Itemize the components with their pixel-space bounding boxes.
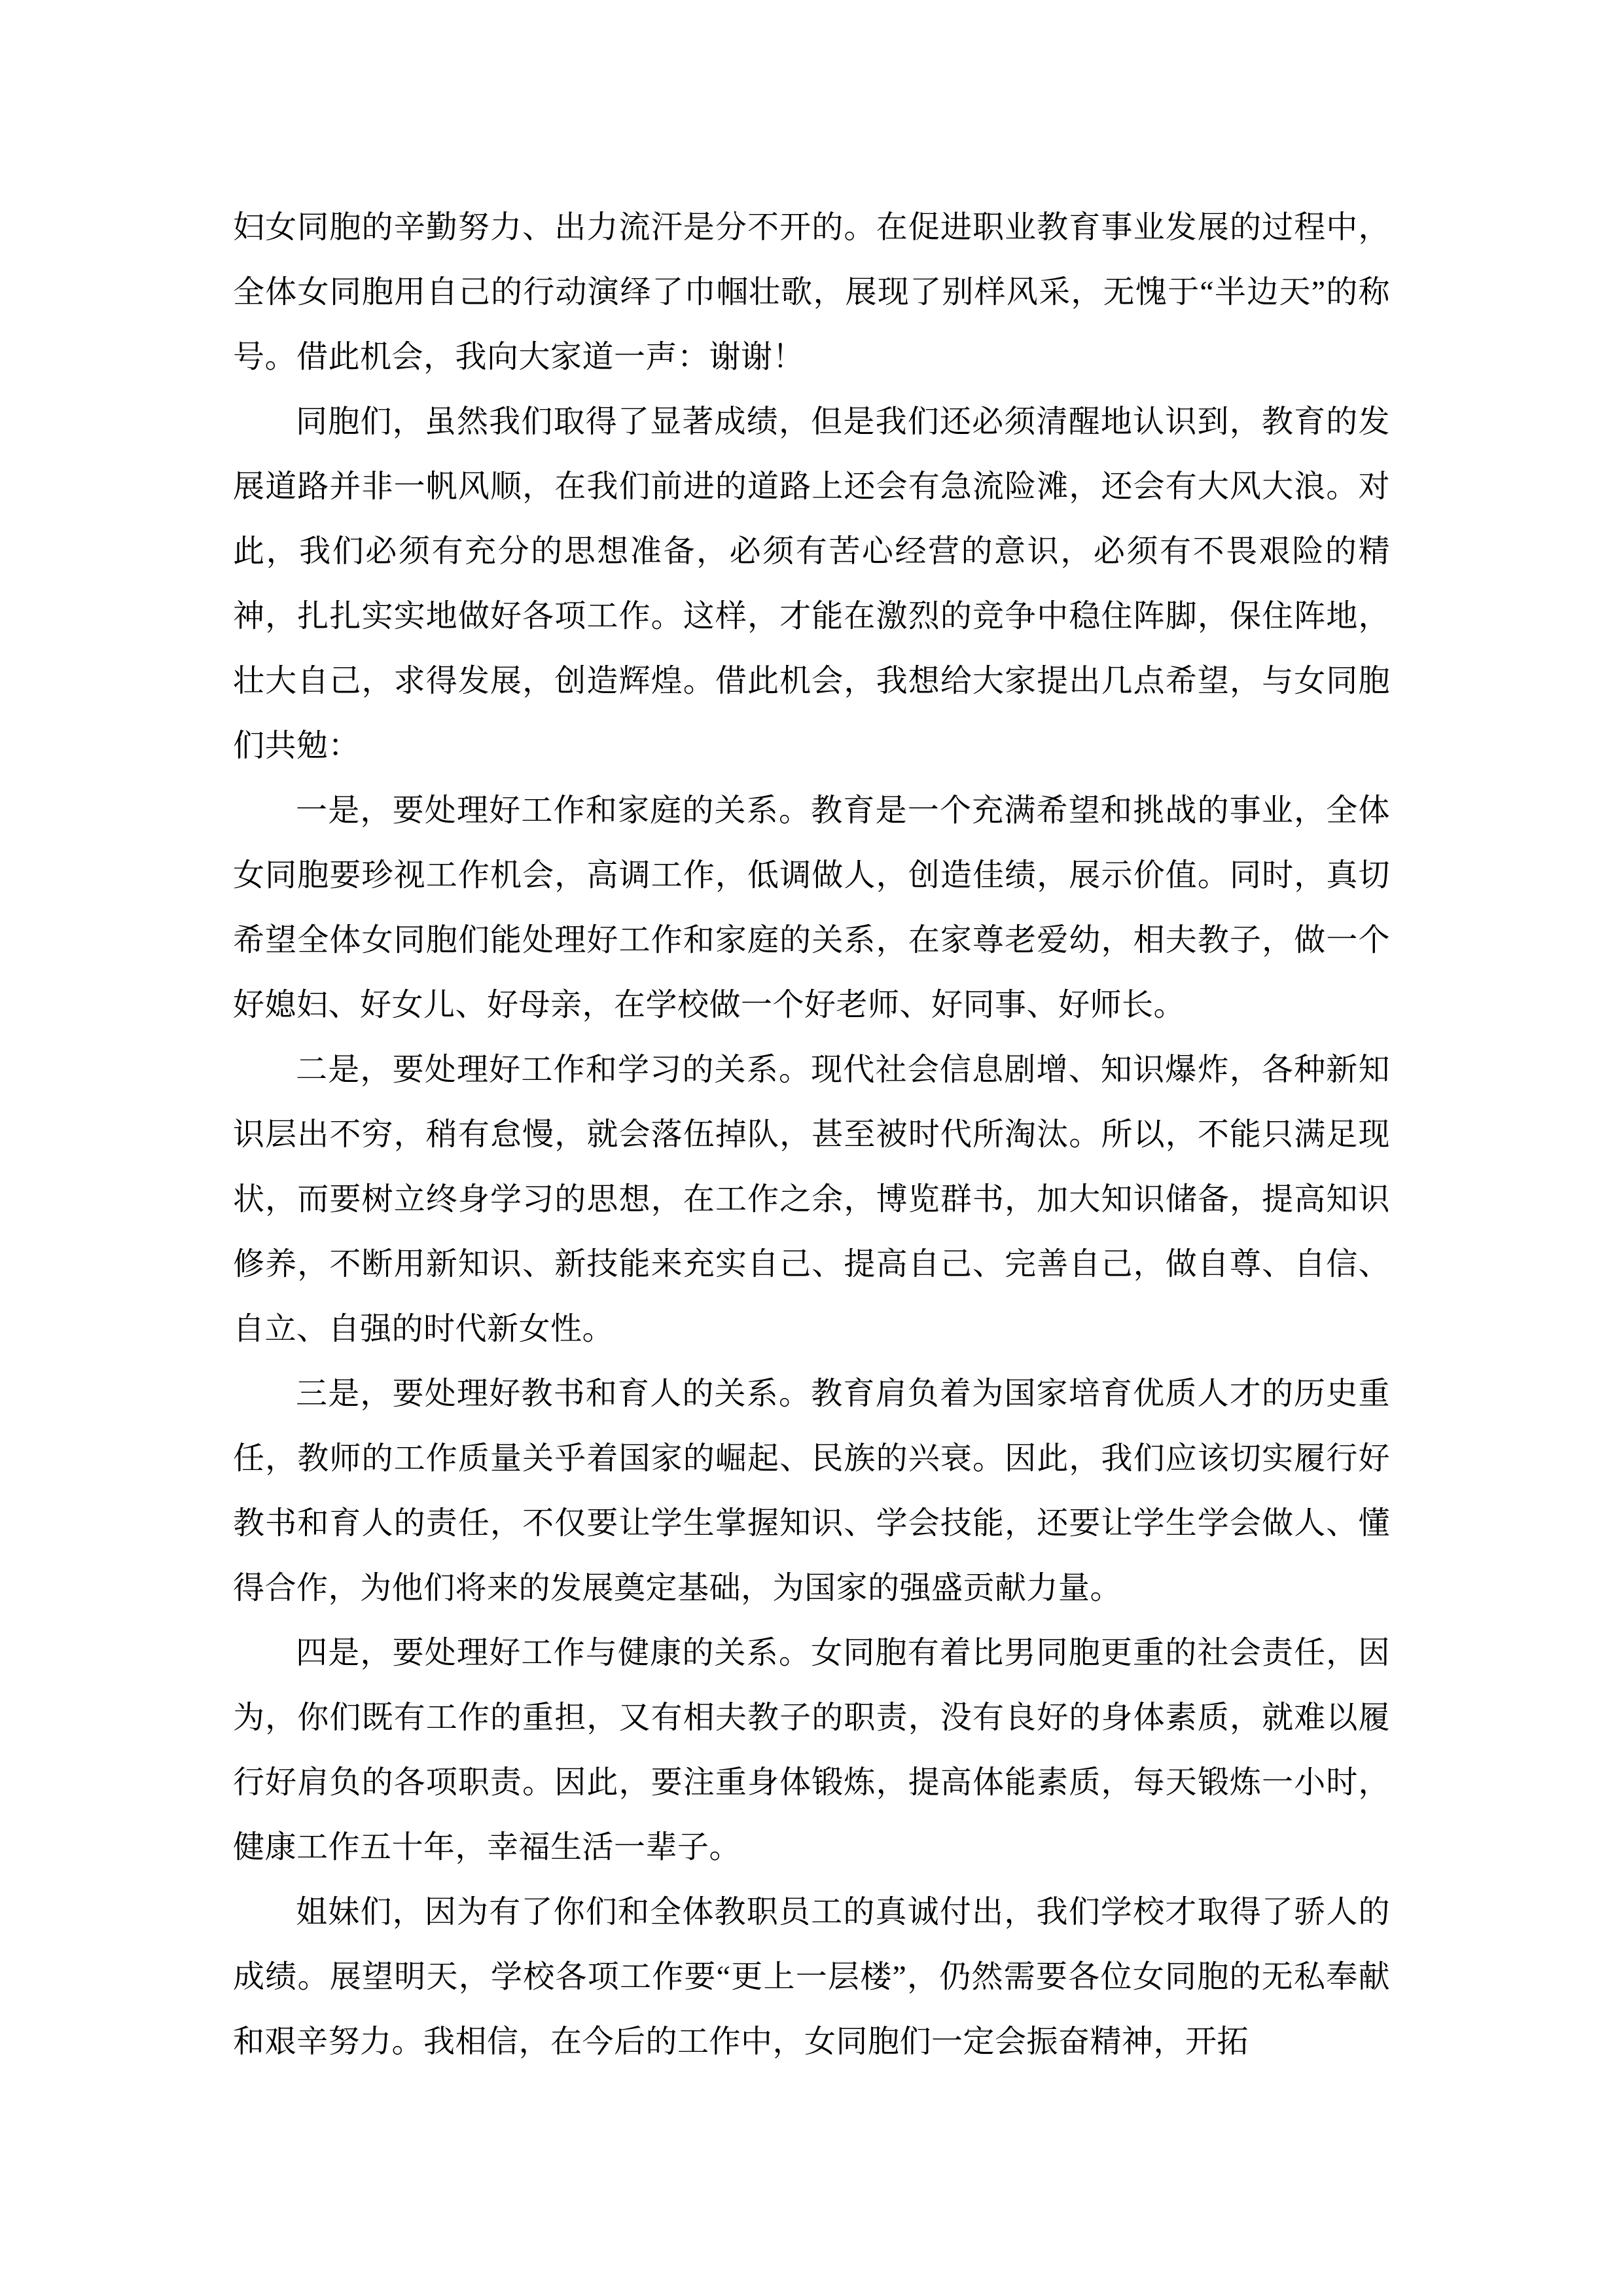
document-body xyxy=(233,195,1390,2074)
paragraph: 三是，要处理好教书和育人的关系。教育肩负着为国家培育优质人才的历史重任，教师的工作质量关乎着国家的崛起、民族的兴衰。因此，我们应该切实履行好教书和育人的责任，不仅要让学生掌握知识、学会技能，还要让学生学会做人、懂得合作，为他们将来的发展奠定基础，为国家的强盛贡献力量。 xyxy=(233,1376,1390,1605)
paragraph: 姐妹们，因为有了你们和全体教职员工的真诚付出，我们学校才取得了骄人的成绩。展望明天，学校各项工作要“更上一层楼”，仍然需要各位女同胞的无私奉献和艰辛努力。我相信，在今后的工作中，女同胞们一定会振奋精神，开拓 xyxy=(233,1895,1390,2059)
paragraph: 四是，要处理好工作与健康的关系。女同胞有着比男同胞更重的社会责任，因为，你们既有工作的重担，又有相夫教子的职责，没有良好的身体素质，就难以履行好肩负的各项职责。因此，要注重身体锻炼，提高体能素质，每天锻炼一小时，健康工作五十年，幸福生活一辈子。 xyxy=(233,1636,1390,1865)
paragraph: 同胞们，虽然我们取得了显著成绩，但是我们还必须清醒地认识到，教育的发展道路并非一帆风顺，在我们前进的道路上还会有急流险滩，还会有大风大浪。对此，我们必须有充分的思想准备，必须有苦心经营的意识，必须有不畏艰险的精神，扎扎实实地做好各项工作。这样，才能在激烈的竞争中稳住阵脚，保住阵地，壮大自己，求得发展，创造辉煌。借此机会，我想给大家提出几点希望，与女同胞们共勉： xyxy=(233,404,1390,763)
paragraph: 一是，要处理好工作和家庭的关系。教育是一个充满希望和挑战的事业，全体女同胞要珍视工作机会，高调工作，低调做人，创造佳绩，展示价值。同时，真切希望全体女同胞们能处理好工作和家庭的关系，在家尊老爱幼，相夫教子，做一个好媳妇、好女儿、好母亲，在学校做一个好老师、好同事、好师长。 xyxy=(233,793,1390,1022)
paragraph: 妇女同胞的辛勤努力、出力流汗是分不开的。在促进职业教育事业发展的过程中，全体女同胞用自己的行动演绎了巾帼壮歌，展现了别样风采，无愧于“半边天”的称号。借此机会，我向大家道一声：谢谢！ xyxy=(233,210,1390,374)
paragraph: 二是，要处理好工作和学习的关系。现代社会信息剧增、知识爆炸，各种新知识层出不穷，稍有怠慢，就会落伍掉队，甚至被时代所淘汰。所以，不能只满足现状，而要树立终身学习的思想，在工作之余，博览群书，加大知识储备，提高知识修养，不断用新知识、新技能来充实自己、提高自己、完善自己，做自尊、自信、自立、自强的时代新女性。 xyxy=(233,1052,1390,1346)
